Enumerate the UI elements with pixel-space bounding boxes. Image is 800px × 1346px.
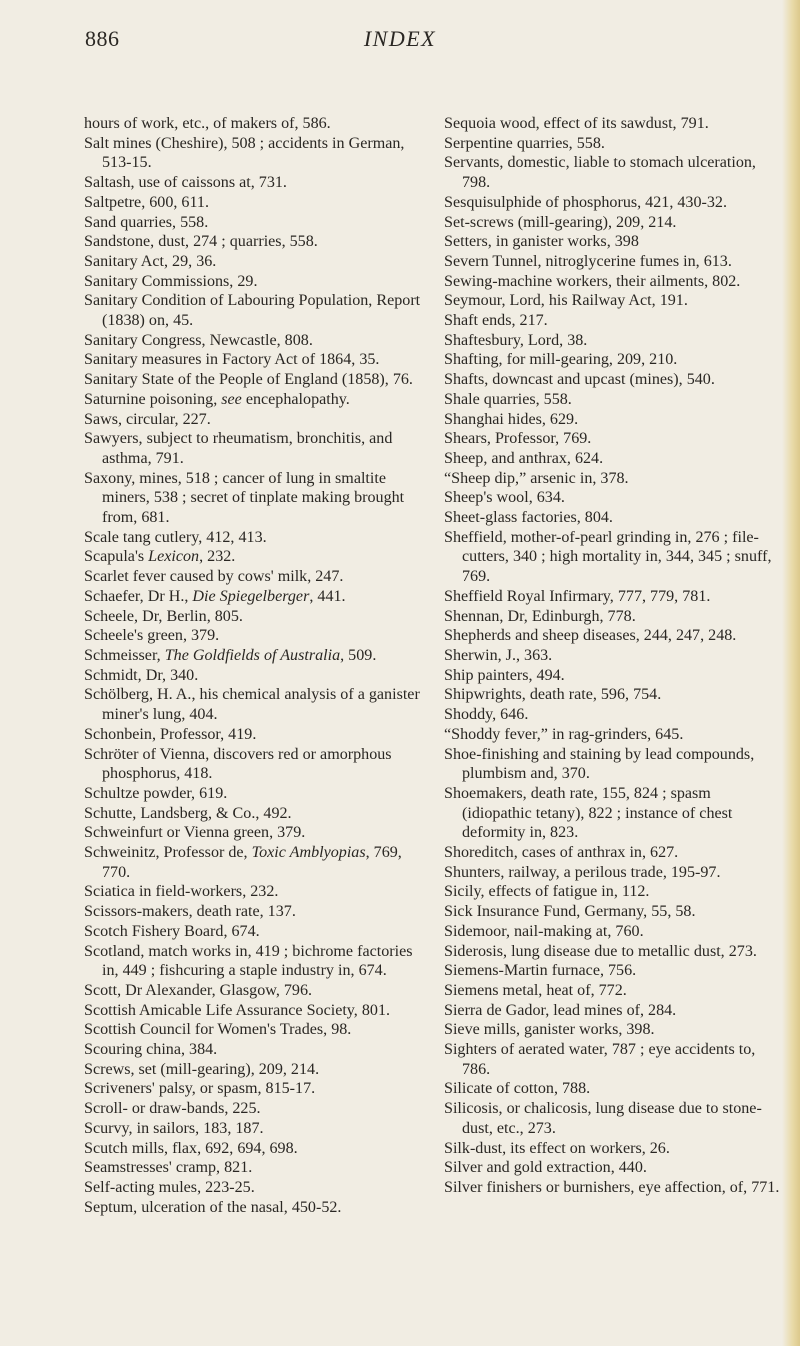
index-entry: Schmidt, Dr, 340.	[84, 666, 199, 684]
index-entry: Sand quarries, 558.	[84, 213, 209, 231]
italic-title: The Goldfields of Australia	[164, 646, 341, 664]
index-entry: Sheffield Royal Infirmary, 777, 779, 781.	[444, 587, 711, 605]
index-entry: Sanitary Congress, Newcastle, 808.	[84, 331, 313, 349]
index-entry: Shaft ends, 217.	[444, 312, 548, 330]
page-header	[0, 26, 800, 66]
index-column-left	[84, 114, 421, 1217]
index-entry: Schonbein, Professor, 419.	[84, 725, 257, 743]
index-entry: Sanitary Condition of Labouring Population, Report (1838) on, 45.	[84, 292, 421, 330]
index-entry: Siderosis, lung disease due to metallic dust, 273.	[444, 942, 757, 960]
index-entry: Severn Tunnel, nitroglycerine fumes in, 613.	[444, 252, 732, 270]
index-entry: Seymour, Lord, his Railway Act, 191.	[444, 292, 688, 310]
index-entry: Shale quarries, 558.	[444, 390, 572, 408]
index-entry: Self-acting mules, 223-25.	[84, 1178, 255, 1196]
index-entry: Sanitary Commissions, 29.	[84, 272, 258, 290]
index-entry: Siemens-Martin furnace, 756.	[444, 962, 637, 980]
index-entry: Scriveners' palsy, or spasm, 815-17.	[84, 1080, 316, 1098]
index-entry: Sherwin, J., 363.	[444, 646, 553, 664]
page-edge	[782, 0, 800, 1346]
index-entry: Scott, Dr Alexander, Glasgow, 796.	[84, 981, 313, 999]
index-entry: Scarlet fever caused by cows' milk, 247.	[84, 568, 344, 586]
index-entry: Sewing-machine workers, their ailments, 802.	[444, 272, 741, 290]
index-entry: Shennan, Dr, Edinburgh, 778.	[444, 607, 636, 625]
index-entry: Shepherds and sheep diseases, 244, 247, 248.	[444, 627, 737, 645]
index-entry: Sheet-glass factories, 804.	[444, 509, 613, 527]
italic-title: Lexicon	[148, 548, 200, 566]
index-entry: Sanitary Act, 29, 36.	[84, 252, 217, 270]
index-entry: Servants, domestic, liable to stomach ulceration, 798.	[444, 154, 756, 192]
running-head: INDEX	[363, 26, 437, 51]
index-entry: Scottish Amicable Life Assurance Society, 801.	[84, 1001, 391, 1019]
index-entry: Saltash, use of caissons at, 731.	[84, 174, 287, 192]
index-entry: Scutch mills, flax, 692, 694, 698.	[84, 1139, 298, 1157]
index-entry: Scroll- or draw-bands, 225.	[84, 1100, 261, 1118]
index-entry: Scottish Council for Women's Trades, 98.	[84, 1021, 352, 1039]
index-entry: Schröter of Vienna, discovers red or amorphous phosphorus, 418.	[84, 745, 392, 783]
index-entry: Shoe-finishing and staining by lead compounds, plumbism and, 370.	[444, 745, 755, 783]
index-entry: Sheep's wool, 634.	[444, 489, 565, 507]
index-entry: Shafts, downcast and upcast (mines), 540.	[444, 371, 715, 389]
index-entry: Shunters, railway, a perilous trade, 195-97.	[444, 863, 721, 881]
index-entry: Siemens metal, heat of, 772.	[444, 981, 627, 999]
index-entry: Saxony, mines, 518 ; cancer of lung in smaltite miners, 538 ; secret of tinplate making brought from, 681.	[84, 469, 405, 527]
index-entry: Schölberg, H. A., his chemical analysis of a ganister miner's lung, 404.	[84, 686, 420, 724]
index-entry: Shoreditch, cases of anthrax in, 627.	[444, 844, 679, 862]
index-entry: Shaftesbury, Lord, 38.	[444, 331, 588, 349]
index-entry: Sanitary State of the People of England (1858), 76.	[84, 371, 413, 389]
index-entry: Seamstresses' cramp, 821.	[84, 1159, 253, 1177]
index-column-right	[444, 114, 782, 1198]
index-entry: Schutte, Landsberg, & Co., 492.	[84, 804, 292, 822]
index-entry: Sieve mills, ganister works, 398.	[444, 1021, 655, 1039]
index-entry: Schmeisser, The Goldfields of Australia, 509.	[84, 646, 377, 664]
italic-title: see	[221, 390, 242, 408]
index-entry: Scale tang cutlery, 412, 413.	[84, 528, 267, 546]
index-entry: Septum, ulceration of the nasal, 450-52.	[84, 1198, 342, 1216]
index-entry: Sandstone, dust, 274 ; quarries, 558.	[84, 233, 318, 251]
index-entry: Shanghai hides, 629.	[444, 410, 579, 428]
index-entry: Shoddy, 646.	[444, 706, 529, 724]
index-entry: Salt mines (Cheshire), 508 ; accidents in German, 513-15.	[84, 134, 405, 172]
index-entry: Schaefer, Dr H., Die Spiegelberger, 441.	[84, 587, 346, 605]
page-number: 886	[85, 26, 120, 51]
index-entry: Scissors-makers, death rate, 137.	[84, 903, 296, 921]
index-entry: Silicate of cotton, 788.	[444, 1080, 591, 1098]
index-entry: Screws, set (mill-gearing), 209, 214.	[84, 1060, 320, 1078]
italic-title: Die Spiegelberger	[192, 587, 310, 605]
index-entry: Sicily, effects of fatigue in, 112.	[444, 883, 650, 901]
index-entry: Sciatica in field-workers, 232.	[84, 883, 279, 901]
index-entry: Shears, Professor, 769.	[444, 430, 592, 448]
index-entry: “Shoddy fever,” in rag-grinders, 645.	[444, 725, 684, 743]
italic-title: Toxic Amblyopias	[251, 844, 366, 862]
index-entry: Schweinitz, Professor de, Toxic Amblyopias, 769, 770.	[84, 844, 402, 881]
index-entry: Silk-dust, its effect on workers, 26.	[444, 1139, 670, 1157]
index-entry: Saturnine poisoning, see encephalopathy.	[84, 390, 350, 408]
index-entry: Set-screws (mill-gearing), 209, 214.	[444, 213, 677, 231]
index-entry: Saltpetre, 600, 611.	[84, 193, 210, 211]
index-entry: Sawyers, subject to rheumatism, bronchitis, and asthma, 791.	[84, 430, 393, 467]
index-entry: Sierra de Gador, lead mines of, 284.	[444, 1001, 677, 1019]
index-entry: Setters, in ganister works, 398	[444, 233, 639, 251]
index-entry: Scouring china, 384.	[84, 1041, 218, 1059]
index-entry: Schultze powder, 619.	[84, 784, 228, 802]
index-entry: Sheep, and anthrax, 624.	[444, 449, 604, 467]
index-entry: Sighters of aerated water, 787 ; eye accidents to, 786.	[444, 1041, 756, 1078]
index-entry: Sheffield, mother-of-pearl grinding in, 276 ; file-cutters, 340 ; high mortality in, 344, 345 ; snuff, 769.	[444, 528, 772, 586]
index-entry: Sick Insurance Fund, Germany, 55, 58.	[444, 903, 696, 921]
index-entry: Sesquisulphide of phosphorus, 421, 430-32.	[444, 193, 727, 211]
index-entry: Serpentine quarries, 558.	[444, 134, 605, 152]
index-entry: Scapula's Lexicon, 232.	[84, 548, 236, 566]
index-entry: Saws, circular, 227.	[84, 410, 211, 428]
index-entry: Shipwrights, death rate, 596, 754.	[444, 686, 662, 704]
index-entry: Silver and gold extraction, 440.	[444, 1159, 647, 1177]
index-entry: Sanitary measures in Factory Act of 1864, 35.	[84, 351, 380, 369]
index-entry: Ship painters, 494.	[444, 666, 565, 684]
index-entry: Scotch Fishery Board, 674.	[84, 922, 260, 940]
index-entry: Sidemoor, nail-making at, 760.	[444, 922, 644, 940]
index-entry: Scheele, Dr, Berlin, 805.	[84, 607, 243, 625]
index-entry: Scotland, match works in, 419 ; bichrome factories in, 449 ; fishcuring a staple industry in, 674.	[84, 942, 413, 980]
index-entry: “Sheep dip,” arsenic in, 378.	[444, 469, 629, 487]
index-entry: Silver finishers or burnishers, eye affection, of, 771.	[444, 1178, 780, 1196]
index-entry: Scurvy, in sailors, 183, 187.	[84, 1119, 264, 1137]
index-entry: hours of work, etc., of makers of, 586.	[84, 115, 331, 132]
index-entry: Silicosis, or chalicosis, lung disease due to stone-dust, etc., 273.	[444, 1100, 762, 1137]
index-entry: Shoemakers, death rate, 155, 824 ; spasm (idiopathic tetany), 822 ; instance of chest deformity in, 823.	[444, 784, 733, 842]
index-entry: Sequoia wood, effect of its sawdust, 791.	[444, 115, 709, 132]
index-entry: Shafting, for mill-gearing, 209, 210.	[444, 351, 678, 369]
index-entry: Schweinfurt or Vienna green, 379.	[84, 824, 306, 842]
index-entry: Scheele's green, 379.	[84, 627, 220, 645]
